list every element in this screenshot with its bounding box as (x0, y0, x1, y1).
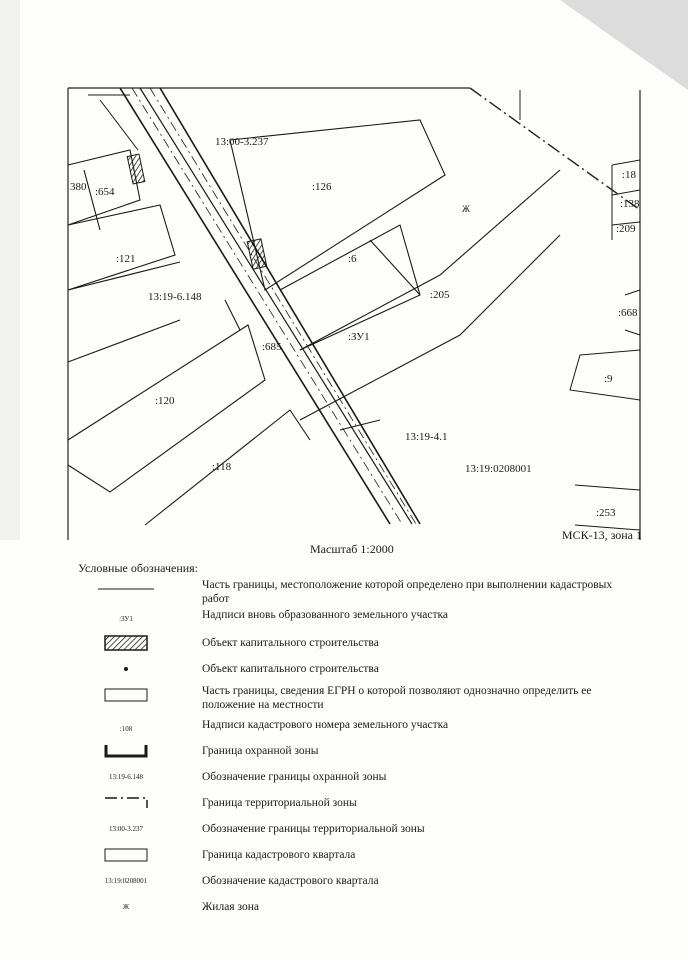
label-parcel-126: :126 (312, 181, 332, 193)
cadastral-quarter-boundary-symbol (96, 844, 156, 866)
legend-text: Обозначение границы охранной зоны (202, 771, 387, 783)
parcels-right (230, 120, 560, 430)
cadastral-quarter-label-symbol: 13:19:0208001 (104, 877, 148, 885)
label-parcel-120: :120 (155, 395, 175, 407)
legend-text: Граница охранной зоны (202, 745, 319, 757)
territorial-zone-boundary-symbol (96, 792, 156, 814)
legend-text: Жилая зона (202, 901, 259, 913)
legend-title: Условные обозначения: (78, 561, 199, 575)
territorial-zone-boundary (470, 88, 640, 210)
legend-text: Обозначение кадастрового квартала (202, 875, 379, 887)
road-corridor (88, 88, 420, 524)
legend-text: Обозначение границы территориальной зоны (202, 823, 425, 835)
residential-zone-symbol: Ж (122, 903, 130, 911)
map-scale: Масштаб 1:2000 (310, 542, 394, 556)
label-parcel-118: :118 (212, 461, 232, 473)
legend-text: Надписи кадастрового номера земельного участка (202, 719, 449, 731)
label-parcel-9: :9 (604, 373, 613, 385)
legend-text: Часть границы, местоположение которой определено при выполнении кадастровых работ (202, 579, 613, 605)
surveyed-boundary-symbol (96, 578, 156, 600)
territorial-zone-label-symbol: 13:00-3.237 (108, 825, 144, 833)
label-parcel-18: :18 (622, 169, 637, 181)
legend-text: Граница кадастрового квартала (202, 849, 356, 861)
label-parcel-654: :654 (95, 186, 115, 198)
building-hatched-symbol (96, 632, 156, 654)
label-territorial-zone: 13:00-3.237 (215, 136, 269, 148)
label-quarter-zone: 13:19-4.1 (405, 431, 448, 443)
legend-text: Объект капитального строительства (202, 663, 379, 675)
new-parcel-label-symbol: :ЗУ1 (119, 615, 133, 623)
scan-shadow-corner (560, 0, 688, 90)
legend-text: Надписи вновь образованного земельного участка (202, 609, 449, 621)
building-point-symbol (96, 658, 156, 680)
label-parcel-209: :209 (616, 223, 636, 235)
label-parcel-138: :138 (620, 198, 640, 210)
label-residential-zone: Ж (462, 204, 471, 214)
protection-zone-boundary-symbol (96, 740, 156, 762)
egrn-boundary-symbol (96, 684, 156, 706)
building-object-1 (127, 154, 145, 184)
label-parcel-668: :668 (618, 307, 638, 319)
legend-text: Часть границы, сведения ЕГРН о которой позволяют однозначно определить ее положение на местности (202, 685, 592, 711)
protection-zone-label-symbol: 13:19-6.148 (108, 773, 144, 781)
legend-text: Граница территориальной зоны (202, 797, 357, 809)
label-parcel-zu1: :ЗУ1 (348, 331, 370, 343)
label-parcel-6: :6 (348, 253, 357, 265)
label-parcel-121: :121 (116, 253, 136, 265)
label-parcel-205: :205 (430, 289, 450, 301)
legend-text: Объект капитального строительства (202, 637, 379, 649)
label-cadastral-quarter: 13:19:0208001 (465, 463, 532, 475)
label-parcel-685: :685 (262, 341, 282, 353)
label-parcel-380: 380 (70, 181, 87, 193)
cadastral-number-label-symbol: :108 (119, 725, 133, 733)
coordinate-system: МСК-13, зона 1 (561, 528, 642, 542)
label-parcel-253: :253 (596, 507, 616, 519)
parcels-far-right (570, 160, 640, 530)
label-protection-zone: 13:19-6.148 (148, 291, 202, 303)
